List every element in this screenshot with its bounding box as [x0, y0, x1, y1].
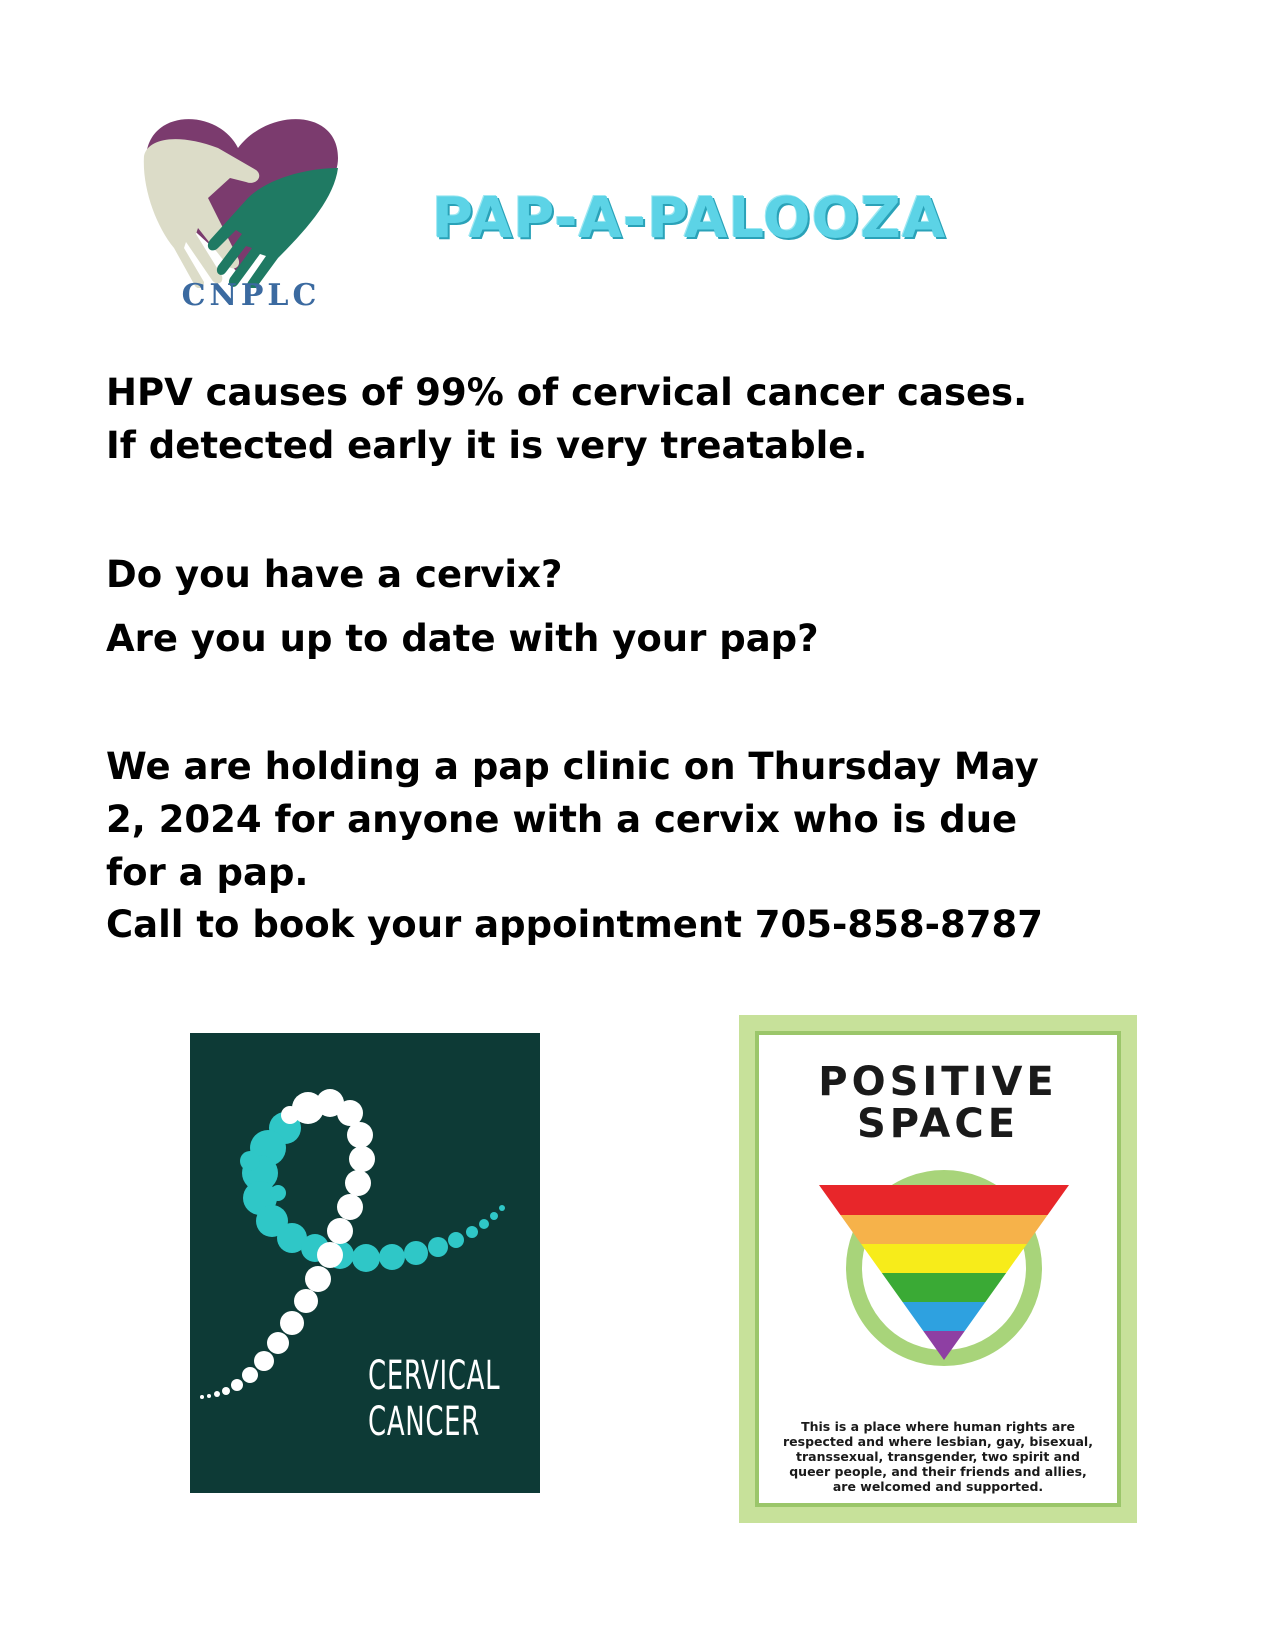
cervical-cancer-image [190, 1033, 540, 1493]
clinic-line-1: We are holding a pap clinic on Thursday May [106, 745, 1039, 788]
organization-logo [138, 108, 366, 326]
ps-text-line-4: queer people, and their friends and allies, [789, 1464, 1087, 1479]
intro-line-1: HPV causes of 99% of cervical cancer cases. [106, 371, 1028, 414]
ps-title-line-1: POSITIVE [818, 1059, 1058, 1105]
positive-space-inner [755, 1031, 1121, 1507]
clinic-line-3: for a pap. [106, 851, 309, 894]
question-cervix: Do you have a cervix? [106, 553, 563, 596]
page-title: PAP-A-PALOOZA [432, 186, 947, 251]
question-pap: Are you up to date with your pap? [106, 617, 819, 660]
positive-space-statement [773, 1419, 1103, 1494]
ps-text-line-5: are welcomed and supported. [832, 1479, 1044, 1494]
intro-paragraph [106, 366, 1027, 472]
ps-title-line-2: SPACE [856, 1101, 1020, 1147]
cervical-label-line-1: CERVICAL [368, 1353, 501, 1399]
clinic-paragraph [106, 740, 1039, 899]
ps-text-line-3: transsexual, transgender, two spirit and [796, 1449, 1080, 1464]
cervical-label-line-2: CANCER [368, 1399, 480, 1445]
ps-text-line-1: This is a place where human rights are [801, 1419, 1075, 1434]
positive-space-title [759, 1061, 1117, 1145]
call-to-action: Call to book your appointment 705-858-8787 [106, 903, 1043, 946]
heart-hands-icon [138, 108, 366, 288]
positive-space-poster [739, 1015, 1137, 1523]
ps-text-line-2: respected and where lesbian, gay, bisexual, [783, 1434, 1093, 1449]
clinic-line-2: 2, 2024 for anyone with a cervix who is due [106, 798, 1018, 841]
cervical-cancer-label [368, 1353, 500, 1445]
intro-line-2: If detected early it is very treatable. [106, 424, 868, 467]
logo-text: CNPLC [181, 278, 321, 313]
rainbow-triangle-icon [819, 1160, 1069, 1370]
